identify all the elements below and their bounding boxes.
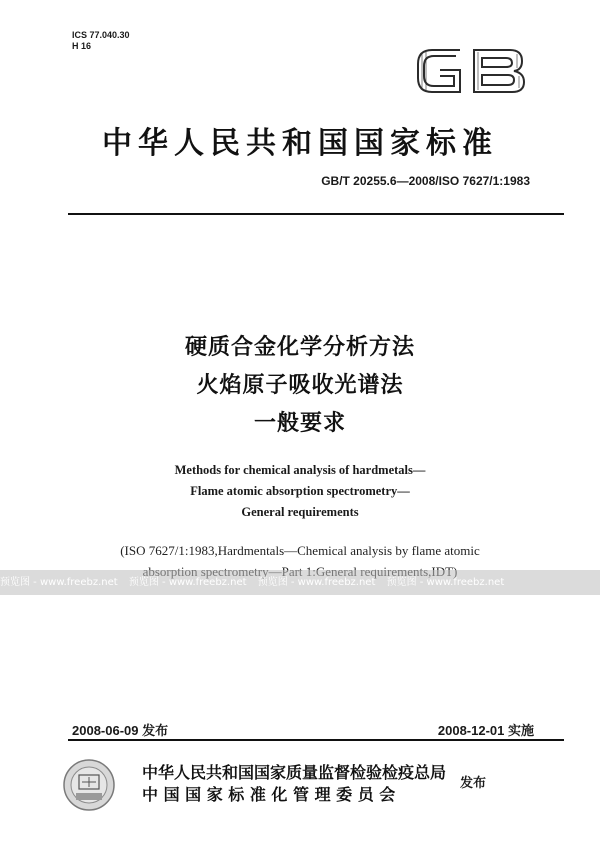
publish-date: 2008-06-09 发布 — [72, 723, 169, 738]
classification-code: H 16 — [72, 41, 92, 51]
title-en-line3: General requirements — [241, 505, 359, 519]
issuer-line2: 中 国 国 家 标 准 化 管 理 委 员 会 — [142, 785, 396, 804]
ics-code: ICS 77.040.30 — [72, 30, 130, 40]
ics-code-block — [72, 30, 130, 52]
standard-code: GB/T 20255.6—2008/ISO 7627/1:1983 — [321, 174, 530, 188]
title-cn-line3: 一般要求 — [253, 411, 346, 436]
seal-icon — [62, 758, 116, 812]
watermark-text: 预览图 - www.freebz.net — [128, 577, 247, 588]
national-standard-title: 中华人民共和国国家标准 — [102, 126, 498, 161]
watermark-text: 预览图 - www.freebz.net — [386, 577, 505, 588]
implement-date: 2008-12-01 实施 — [437, 723, 534, 738]
bottom-divider — [68, 739, 564, 741]
watermark-band — [0, 570, 600, 595]
issuer-line1: 中华人民共和国国家质量监督检验检疫总局 — [142, 763, 447, 782]
watermark-text: 预览图 - www.freebz.net — [257, 577, 376, 588]
title-cn-line2: 火焰原子吸收光谱法 — [196, 373, 404, 398]
title-en-line2: Flame atomic absorption spectrometry— — [190, 484, 410, 498]
issue-word: 发布 — [460, 776, 487, 791]
title-cn-line1: 硬质合金化学分析方法 — [184, 335, 415, 360]
title-en-line1: Methods for chemical analysis of hardmetals— — [174, 463, 426, 477]
gb-logo-icon — [412, 40, 530, 102]
title-en — [0, 460, 600, 523]
watermark-text: 预览图 - www.freebz.net — [0, 577, 118, 588]
iso-reference-line1: (ISO 7627/1:1983,Hardmentals—Chemical analysis by flame atomic — [120, 543, 480, 558]
top-divider — [68, 213, 564, 215]
